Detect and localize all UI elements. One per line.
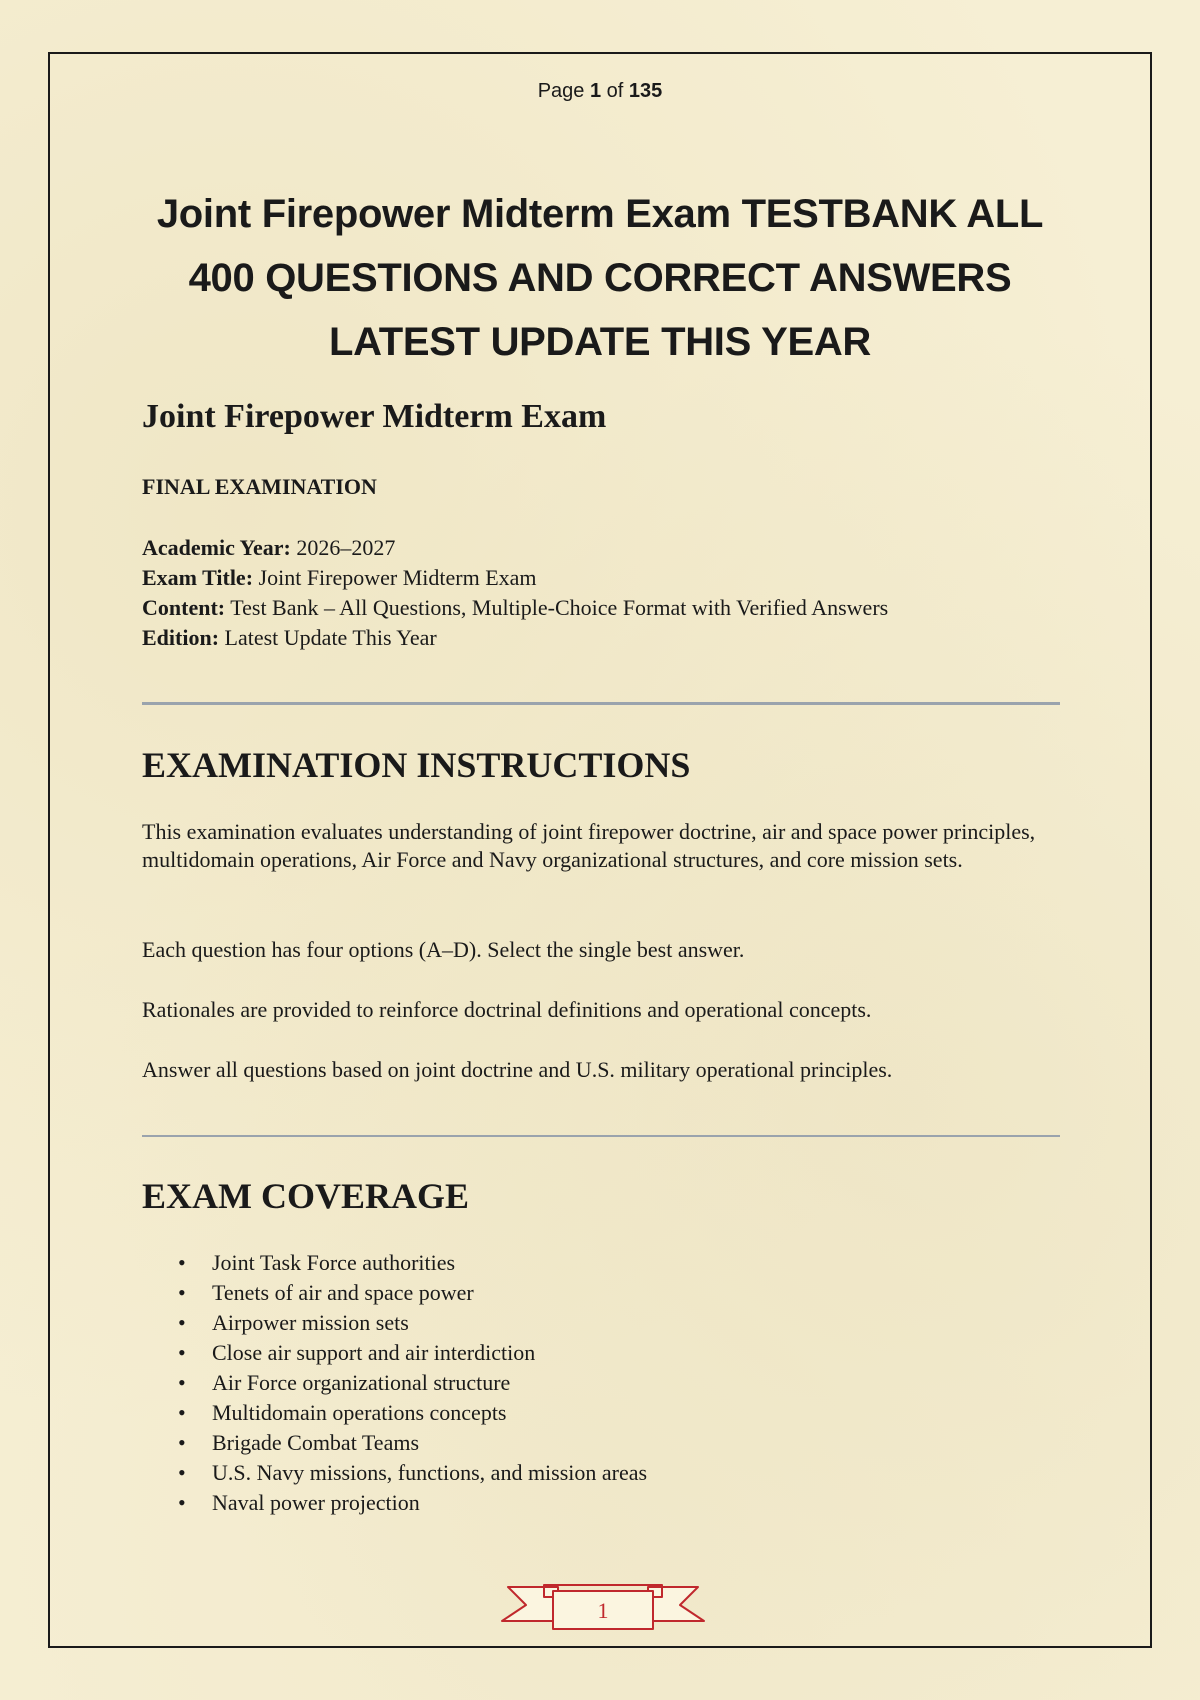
page-prefix: Page (537, 80, 585, 102)
exam-metadata (142, 533, 1060, 653)
final-examination-label: FINAL EXAMINATION (142, 474, 377, 499)
list-item: • Airpower mission sets (142, 1308, 1060, 1338)
main-title-line-3: LATEST UPDATE THIS YEAR (328, 320, 872, 364)
page-counter (0, 80, 1200, 103)
page-number: 1 (597, 1598, 609, 1623)
coverage-list (142, 1248, 1060, 1518)
list-item: • Naval power projection (142, 1488, 1060, 1518)
coverage-heading: EXAM COVERAGE (142, 1176, 470, 1216)
divider (142, 1135, 1060, 1137)
page-total: 135 (628, 80, 663, 102)
page-current: 1 (589, 80, 602, 102)
list-item: • Air Force organizational structure (142, 1368, 1060, 1398)
list-item: • Tenets of air and space power (142, 1278, 1060, 1308)
instructions-paragraph: Each question has four options (A–D). Select the single best answer. (142, 937, 745, 962)
meta-exam-title: Exam Title: Joint Firepower Midterm Exam (142, 565, 537, 590)
list-item: • Close air support and air interdiction (142, 1338, 1060, 1368)
list-item: • Multidomain operations concepts (142, 1398, 1060, 1428)
page-sep: of (606, 80, 624, 102)
divider (142, 702, 1060, 705)
list-item: • Brigade Combat Teams (142, 1428, 1060, 1458)
document-title: Joint Firepower Midterm Exam (142, 398, 607, 435)
instructions-paragraph: Answer all questions based on joint doctrine and U.S. military operational principles. (142, 1057, 893, 1082)
instructions-heading: EXAMINATION INSTRUCTIONS (142, 745, 691, 785)
instructions-paragraph: This examination evaluates understanding of joint firepower doctrine, air and space power principles, multidomain operations, Air Force and Navy organizational structures, and core mission sets. (142, 819, 1036, 872)
main-title-line-1: Joint Firepower Midterm Exam TESTBANK ALL (156, 192, 1044, 236)
list-item: • U.S. Navy missions, functions, and mission areas (142, 1458, 1060, 1488)
main-title-line-2: 400 QUESTIONS AND CORRECT ANSWERS (188, 256, 1012, 300)
instructions-paragraph: Rationales are provided to reinforce doctrinal definitions and operational concepts. (142, 997, 872, 1022)
list-item: • Joint Task Force authorities (142, 1248, 1060, 1278)
meta-edition: Edition: Latest Update This Year (142, 625, 437, 650)
main-title (120, 182, 1080, 374)
meta-academic-year: Academic Year: 2026–2027 (142, 535, 396, 560)
meta-content: Content: Test Bank – All Questions, Multiple-Choice Format with Verified Answers (142, 595, 889, 620)
